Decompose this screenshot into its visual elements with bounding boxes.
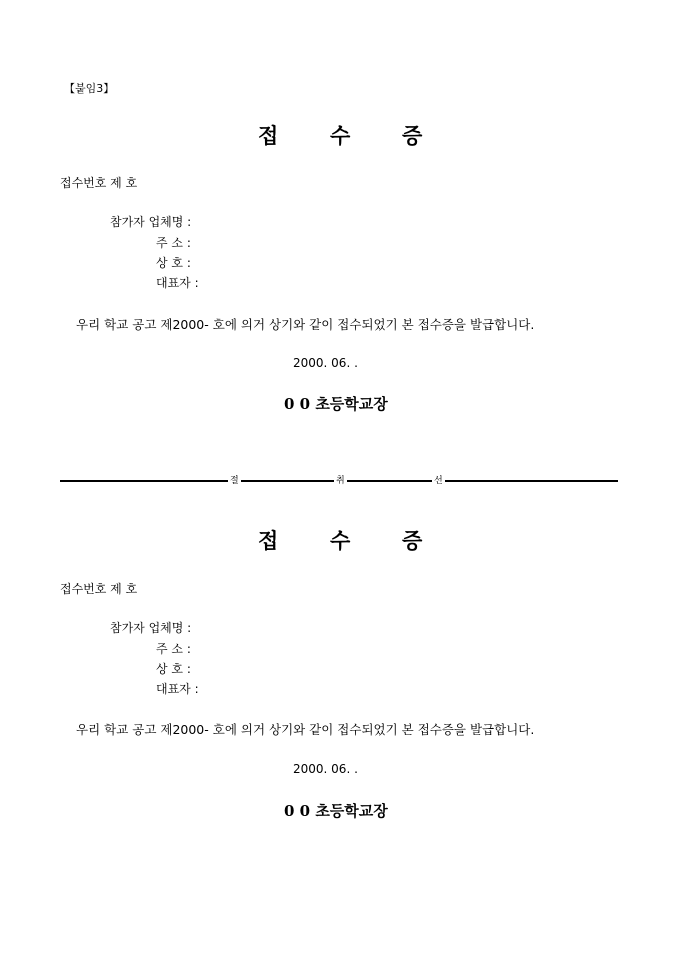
trade-name-label: 상 호 : xyxy=(156,256,191,270)
cut-line xyxy=(60,474,618,488)
receipt-date: 2000. 06. . xyxy=(293,356,358,370)
receipt-number-label: 접수번호 제 호 xyxy=(60,176,138,190)
receipt-title-char-2: 수 xyxy=(330,123,351,148)
receipt-title-char-3: 증 xyxy=(402,528,423,553)
receipt-number-label: 접수번호 제 호 xyxy=(60,582,138,596)
address-label: 주 소 : xyxy=(156,236,191,250)
receipt-title-char-2: 수 xyxy=(330,528,351,553)
receipt-title-char-3: 증 xyxy=(402,123,423,148)
cut-line-char-1: 절 xyxy=(230,476,239,486)
address-label: 주 소 : xyxy=(156,642,191,656)
school-principal: 0 0 초등학교장 xyxy=(284,802,388,820)
participant-company-label: 참가자 업체명 : xyxy=(110,215,192,229)
representative-label: 대표자 : xyxy=(156,276,199,290)
cut-line-char-3: 선 xyxy=(434,476,443,486)
participant-company-label: 참가자 업체명 : xyxy=(110,621,192,635)
receipt-notice: 우리 학교 공고 제2000- 호에 의거 상기와 같이 접수되었기 본 접수증을 발급합니다. xyxy=(76,317,535,332)
receipt-title-char-1: 접 xyxy=(258,528,279,553)
representative-label: 대표자 : xyxy=(156,682,199,696)
receipt-title-char-1: 접 xyxy=(258,123,279,148)
receipt-notice: 우리 학교 공고 제2000- 호에 의거 상기와 같이 접수되었기 본 접수증을 발급합니다. xyxy=(76,722,535,737)
attachment-label: 【붙임3】 xyxy=(64,82,115,95)
cut-line-char-2: 취 xyxy=(336,476,345,486)
school-principal: 0 0 초등학교장 xyxy=(284,395,388,413)
receipt-date: 2000. 06. . xyxy=(293,762,358,776)
trade-name-label: 상 호 : xyxy=(156,662,191,676)
